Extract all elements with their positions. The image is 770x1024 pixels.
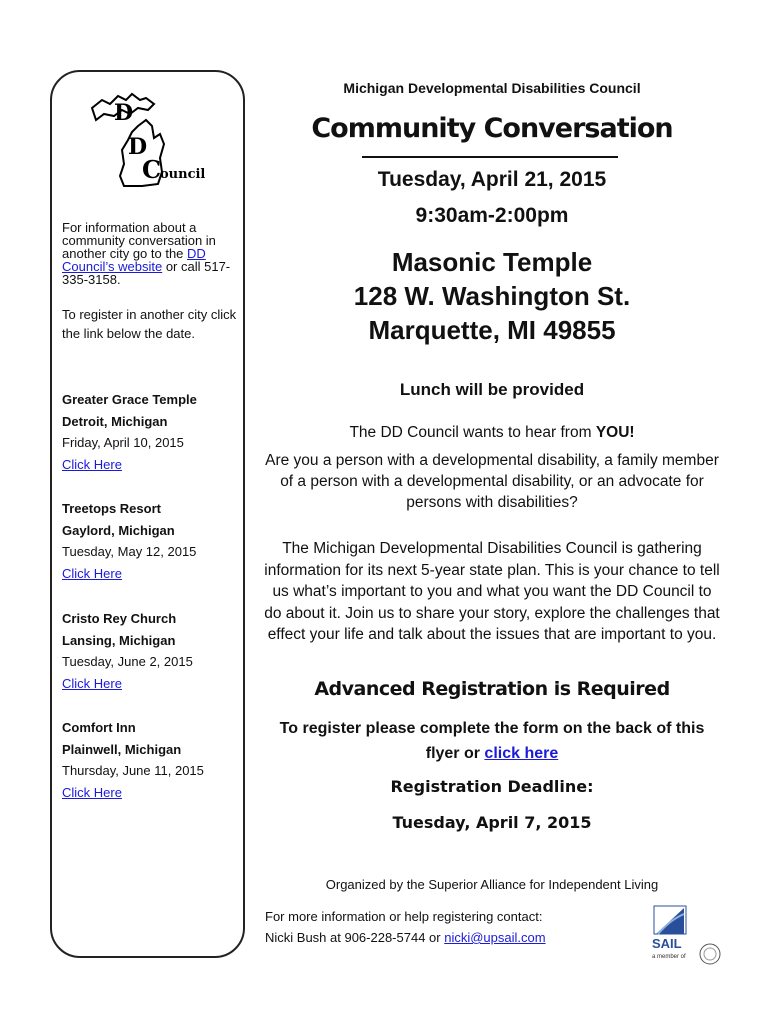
audience-question: Are you a person with a developmental disability, a family member of a person with a developmental disability, or an advocate for persons with disabilities? — [265, 452, 719, 511]
event-venue: Greater Grace Temple — [62, 392, 197, 407]
event-city: Gaylord, Michigan — [62, 522, 175, 538]
lunch-note: Lunch will be provided — [399, 380, 585, 399]
contact-email-link[interactable]: nicki@upsail.com — [444, 930, 546, 945]
event-click-here-link[interactable]: Click Here — [62, 675, 122, 691]
event-date: Tuesday, June 2, 2015 — [62, 654, 193, 670]
info-text: For information about a community conversation in another city go to the DD Council’s website or call 517-335-3158. — [62, 220, 231, 287]
event-click-here-link[interactable]: Click Here — [62, 565, 122, 581]
svg-text:a member of: a member of — [652, 954, 686, 960]
event-city: Lansing, Michigan — [62, 632, 176, 648]
event-plainwell — [62, 717, 242, 803]
venue-address — [262, 245, 722, 347]
svg-text:ouncil: ouncil — [160, 167, 206, 182]
organized-by: Organized by the Superior Alliance for Independent Living — [325, 877, 659, 892]
event-gaylord — [62, 498, 242, 584]
svg-text:SAIL: SAIL — [652, 936, 682, 951]
council-name: Michigan Developmental Disabilities Council — [343, 80, 641, 96]
event-date: Tuesday, May 12, 2015 — [62, 544, 197, 560]
venue-name: Masonic Temple — [391, 247, 593, 277]
description-paragraph: The Michigan Developmental Disabilities Council is gathering information for its next 5-year state plan. This is your chance to tell us what’s important to you and what you want the DD Council to do about it. Join us to share your story, explore the challenges that effect your life and talk about the issues that are important to you. — [264, 540, 720, 643]
event-venue: Comfort Inn — [62, 720, 136, 735]
network-seal-icon — [700, 944, 720, 964]
contact-info — [265, 906, 645, 948]
register-note: To register in another city click the link below the date. — [62, 307, 237, 341]
register-instructions: To register please complete the form on the back of this flyer or click here — [279, 720, 705, 762]
event-click-here-link[interactable]: Click Here — [62, 456, 122, 472]
dd-council-logo — [80, 86, 210, 198]
event-venue: Cristo Rey Church — [62, 611, 177, 626]
svg-text:D: D — [128, 134, 148, 160]
dd-council-website-link[interactable]: DD Council’s website — [62, 246, 206, 274]
event-city: Detroit, Michigan — [62, 413, 168, 429]
venue-street: 128 W. Washington St. — [353, 281, 631, 311]
title-divider — [362, 156, 618, 158]
hear-from-you: The DD Council wants to hear from YOU! — [349, 424, 635, 441]
deadline-label: Registration Deadline: — [390, 777, 594, 796]
svg-text:D: D — [114, 100, 134, 126]
event-date-main: Tuesday, April 21, 2015 — [377, 168, 607, 191]
event-detroit — [62, 389, 242, 475]
event-date: Friday, April 10, 2015 — [62, 435, 184, 451]
contact-person: Nicki Bush at 906-228-5744 or nicki@upsail.com — [265, 930, 546, 945]
event-date: Thursday, June 11, 2015 — [62, 763, 204, 779]
page-title: Community Conversation — [311, 113, 673, 144]
svg-text:C: C — [142, 155, 162, 184]
event-lansing — [62, 608, 242, 694]
event-city: Plainwell, Michigan — [62, 741, 182, 757]
contact-line: For more information or help registering contact: — [265, 909, 543, 924]
event-venue: Treetops Resort — [62, 501, 161, 516]
sail-logo — [646, 904, 726, 968]
event-click-here-link[interactable]: Click Here — [62, 784, 122, 800]
venue-city: Marquette, MI 49855 — [368, 315, 616, 345]
event-time: 9:30am-2:00pm — [415, 204, 569, 227]
deadline-date: Tuesday, April 7, 2015 — [392, 813, 592, 832]
advanced-registration-heading: Advanced Registration is Required — [314, 678, 670, 700]
register-click-here-link[interactable]: click here — [484, 745, 559, 762]
